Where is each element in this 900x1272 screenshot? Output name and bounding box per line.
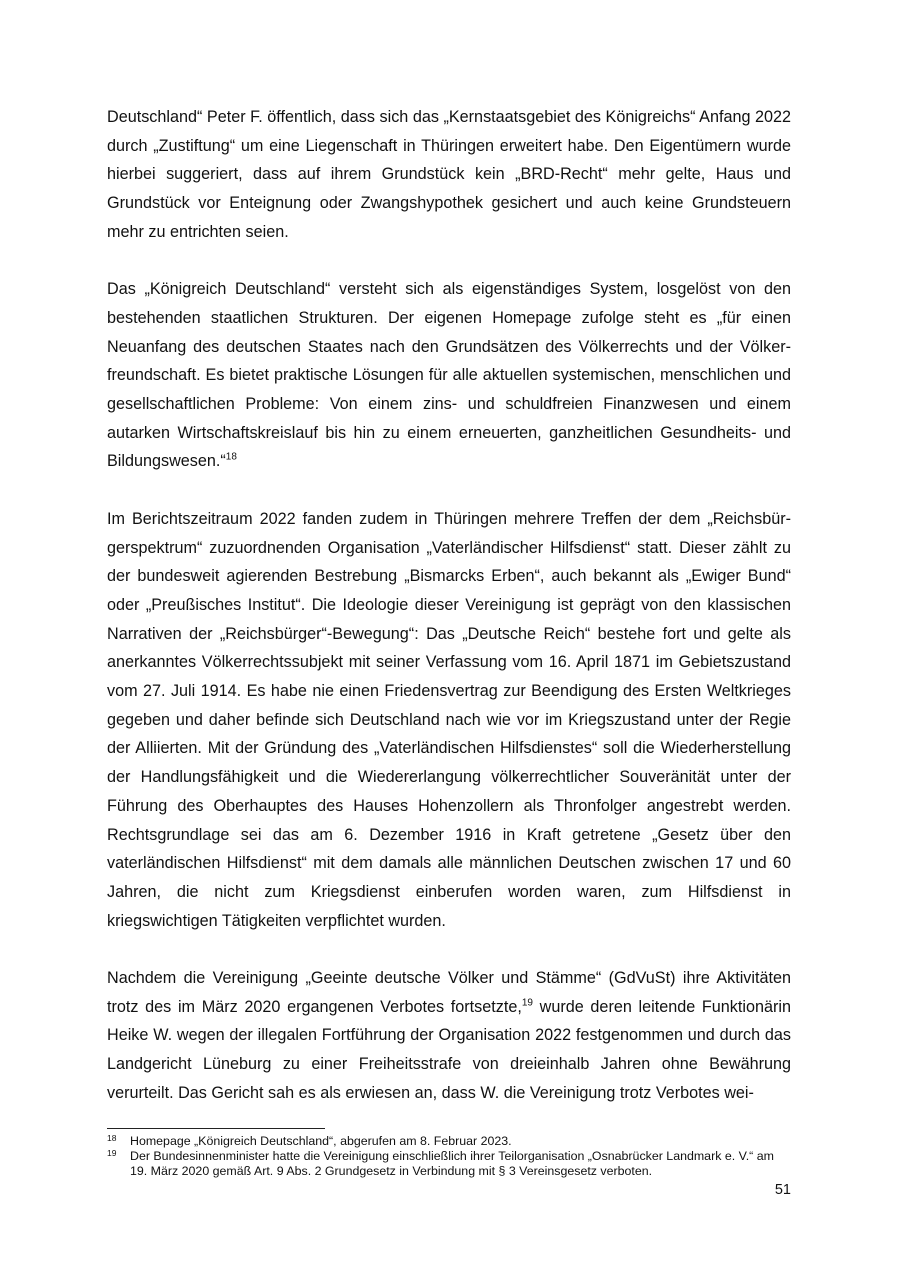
paragraph-text: Deutschland“ Peter F. öffentlich, dass sich das „Kernstaatsgebiet des Königreichs“ Anfang 2022 durch „Zustiftung“ um eine Liegenschaft in Thüringen erweitert habe. Den Eigentümern wurde hierbei suggeriert, dass auf ihrem Grundstück kein „BRD-Recht“ mehr gelte, Haus und Grundstück vor Enteignung oder Zwangshypothek gesichert und auch keine Grundsteuern mehr zu entrichten seien.	[107, 108, 791, 241]
paragraph	[107, 505, 791, 936]
paragraph-text: Nachdem die Vereinigung „Geeinte deutsche Völker und Stämme“ (GdVuSt) ihre Aktivitäten trotz des im März 2020 ergangenen Verbotes fortsetzte,	[107, 969, 791, 1016]
footnote-19	[107, 1149, 791, 1179]
footnote-text: Der Bundesinnenminister hatte die Vereinigung einschließlich ihrer Teilorganisation „Osnabrücker Landmark e. V.“ am 19. März 2020 gemäß Art. 9 Abs. 2 Grundgesetz in Verbindung mit § 3 Vereinsgesetz verboten.	[130, 1149, 774, 1179]
footnote-number: 19	[107, 1148, 117, 1159]
paragraph-text: wurde deren leitende Funktionärin Heike W. wegen der illegalen Fortführung der Organisation 2022 festgenommen und durch das Landgericht Lüneburg zu einer Freiheitsstrafe von dreieinhalb Jahren ohne Bewährung verurteilt. Das Gericht sah es als erwiesen an, dass W. die Vereinigung trotz Verbotes wei-	[107, 997, 791, 1102]
footnotes	[107, 1134, 791, 1180]
paragraph-text: Im Berichtszeitraum 2022 fanden zudem in Thüringen mehrere Treffen der dem „Reichsbürgerspektrum“ zuzuordnenden Organisation „Vaterländischer Hilfsdienst“ statt. Dieser zählt zu der bundesweit agierenden Bestrebung „Bismarcks Erben“, auch bekannt als „Ewiger Bund“ oder „Preußisches Institut“. Die Ideologie dieser Vereinigung ist geprägt von den klassischen Narrativen der „Reichsbürger“-Bewegung“: Das „Deutsche Reich“ bestehe fort und gelte als anerkanntes Völkerrechtssubjekt mit seiner Verfassung vom 16. April 1871 im Gebietszustand vom 27. Juli 1914. Es habe nie einen Friedensvertrag zur Beendigung des Ersten Weltkrieges gegeben und daher befinde sich Deutschland nach wie vor im Kriegszustand unter der Regie der Alliierten. Mit der Gründung des „Vaterländischen Hilfsdienstes“ soll die Wiederherstellung der Handlungsfähigkeit und die Wiedererlangung völkerrechtlicher Souveränität unter der Führung des Oberhauptes des Hauses Hohenzollern als Thronfolger angestrebt werden. Rechtsgrundlage sei das am 6. Dezember 1916 in Kraft getretene „Gesetz über den vaterländischen Hilfsdienst“ mit dem damals alle männlichen Deutschen zwischen 17 und 60 Jahren, die nicht zum Kriegsdienst einberufen worden waren, zum Hilfsdienst in kriegswichtigen Tätigkeiten verpflichtet wurden.	[107, 509, 791, 930]
footnote-number: 18	[107, 1133, 117, 1143]
footnote-divider	[107, 1128, 325, 1129]
body-text	[107, 103, 791, 1108]
footnote-ref-19[interactable]: 19	[521, 997, 533, 1009]
page-number: 51	[774, 1182, 791, 1198]
paragraph-text: Das „Königreich Deutschland“ versteht sich als eigenständiges System, losgelöst von den bestehenden staatlichen Strukturen. Der eigenen Homepage zufolge steht es „für einen Neuanfang des deutschen Staates nach den Grundsätzen des Völkerrechts und der Völkerfreundschaft. Es bietet praktische Lösungen für alle aktuellen systemischen, menschlichen und gesellschaftlichen Probleme: Von einem zins- und schuldfreien Finanzwesen und einem autarken Wirtschaftskreislauf bis hin zu einem erneuerten, ganzheitlichen Gesundheits- und Bildungswesen.“	[107, 280, 791, 471]
footnote-text: Homepage „Königreich Deutschland“, abgerufen am 8. Februar 2023.	[130, 1134, 512, 1148]
paragraph	[107, 275, 791, 476]
paragraph	[107, 964, 791, 1108]
footnote-ref-18[interactable]: 18	[225, 452, 237, 464]
paragraph	[107, 103, 791, 247]
footnote-18	[107, 1134, 791, 1149]
